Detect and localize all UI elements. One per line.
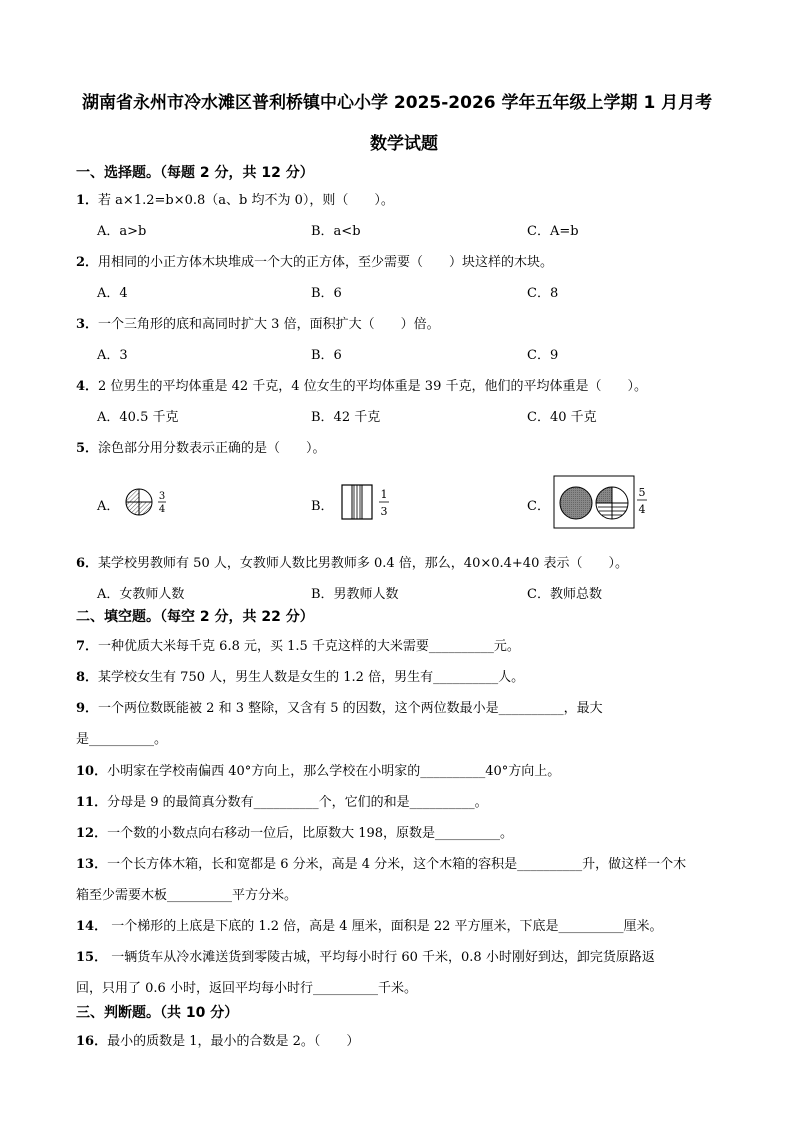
question-11 [76, 791, 488, 810]
fraction-numerator: 1 [380, 488, 388, 501]
q6-option-b: B．男教师人数 [311, 587, 399, 602]
question-text: 最小的质数是 1，最小的合数是 2。（ ） [107, 1034, 360, 1049]
q4-option-b: B．42 千克 [311, 410, 381, 425]
question-text: 一个梯形的上底是下底的 1.2 倍，高是 4 厘米，面积是 22 平方厘米，下底是__________厘米。 [107, 919, 663, 934]
q5-option-a: A． [97, 499, 120, 514]
question-1 [76, 189, 394, 208]
q6-option-c: C．教师总数 [527, 587, 602, 602]
q1-option-c: C．A=b [527, 224, 579, 239]
fraction-denominator: 4 [638, 503, 646, 516]
q4-option-c: C．40 千克 [527, 410, 597, 425]
question-9-continued: 是__________。 [76, 732, 168, 747]
question-text: 一个两位数既能被 2 和 3 整除，又含有 5 的因数，这个两位数最小是__________，最大 [98, 701, 603, 716]
question-text: 一种优质大米每千克 6.8 元，买 1.5 千克这样的大米需要__________元。 [98, 639, 520, 654]
q3-option-a: A．3 [97, 348, 128, 363]
question-text: 某学校女生有 750 人，男生人数是女生的 1.2 倍，男生有__________人。 [98, 670, 525, 685]
question-15 [76, 946, 655, 965]
question-number: 11． [76, 795, 108, 810]
question-text: 一个三角形的底和高同时扩大 3 倍，面积扩大（ ）倍。 [98, 317, 440, 332]
fraction-numerator: 5 [638, 486, 646, 499]
question-number: 5． [76, 441, 99, 456]
section-fill-heading: 二、填空题。（每空 2 分，共 22 分） [76, 609, 314, 625]
question-text: 分母是 9 的最简真分数有__________个，它们的和是__________。 [107, 795, 488, 810]
question-text: 若 a×1.2=b×0.8（a、b 均不为 0），则（ ）。 [98, 193, 394, 208]
q3-option-c: C．9 [527, 348, 559, 363]
question-number: 9． [76, 701, 99, 716]
q5-figure-c [551, 474, 653, 530]
q3-option-b: B．6 [311, 348, 342, 363]
question-number: 4． [76, 379, 99, 394]
q2-option-c: C．8 [527, 286, 559, 301]
question-2 [76, 251, 553, 270]
question-5 [76, 437, 326, 456]
q5-option-c: C． [527, 499, 550, 514]
question-number: 6． [76, 556, 99, 571]
question-number: 13． [76, 857, 108, 872]
question-number: 3． [76, 317, 99, 332]
question-text: 一辆货车从冷水滩送货到零陵古城，平均每小时行 60 千米，0.8 小时刚好到达，卸完货原路返 [107, 950, 655, 965]
fraction-denominator: 3 [380, 505, 388, 518]
q1-option-b: B．a<b [311, 224, 361, 239]
fraction-denominator: 4 [158, 504, 166, 515]
fraction-numerator: 3 [158, 491, 166, 502]
question-7 [76, 635, 520, 654]
q5-figure-a [124, 486, 174, 518]
question-text: 一个长方体木箱，长和宽都是 6 分米，高是 4 分米，这个木箱的容积是__________升，做这样一个木 [107, 857, 687, 872]
question-text: 涂色部分用分数表示正确的是（ ）。 [98, 441, 326, 456]
question-number: 8． [76, 670, 99, 685]
question-text: 2 位男生的平均体重是 42 千克，4 位女生的平均体重是 39 千克，他们的平均体重是（ ）。 [98, 379, 647, 394]
q5-figure-b [338, 482, 394, 522]
question-text: 小明家在学校南偏西 40°方向上，那么学校在小明家的__________40°方向上。 [107, 764, 561, 779]
question-number: 1． [76, 193, 99, 208]
question-number: 14． [76, 919, 108, 934]
q2-option-b: B．6 [311, 286, 342, 301]
question-12 [76, 822, 513, 841]
question-3 [76, 313, 440, 332]
q2-option-a: A．4 [97, 286, 128, 301]
section-judge-heading: 三、判断题。（共 10 分） [76, 1005, 239, 1021]
question-10 [76, 760, 560, 779]
q6-option-a: A．女教师人数 [97, 587, 185, 602]
question-text: 某学校男教师有 50 人，女教师人数比男教师多 0.4 倍，那么，40×0.4+40 表示（ ）。 [98, 556, 628, 571]
question-8 [76, 666, 524, 685]
question-text: 用相同的小正方体木块堆成一个大的正方体，至少需要（ ）块这样的木块。 [98, 255, 554, 270]
section-choice-heading: 一、选择题。（每题 2 分，共 12 分） [76, 165, 314, 181]
question-4 [76, 375, 647, 394]
question-number: 12． [76, 826, 108, 841]
question-text: 一个数的小数点向右移动一位后，比原数大 198，原数是__________。 [107, 826, 514, 841]
question-15-continued: 回，只用了 0.6 小时，返回平均每小时行__________千米。 [76, 981, 417, 996]
question-number: 2． [76, 255, 99, 270]
question-13-continued: 箱至少需要木板__________平方分米。 [76, 888, 298, 903]
question-9 [76, 697, 603, 716]
q4-option-a: A．40.5 千克 [97, 410, 179, 425]
question-number: 15． [76, 950, 108, 965]
q5-option-b: B． [311, 499, 334, 514]
q1-option-a: A．a>b [97, 224, 147, 239]
question-13 [76, 853, 686, 872]
question-16 [76, 1030, 359, 1049]
question-6 [76, 552, 628, 571]
question-number: 10． [76, 764, 108, 779]
question-number: 7． [76, 639, 99, 654]
question-14 [76, 915, 663, 934]
question-number: 16． [76, 1034, 108, 1049]
page-title: 湖南省永州市冷水滩区普利桥镇中心小学 2025-2026 学年五年级上学期 1 月月考 [82, 93, 713, 113]
page-subtitle: 数学试题 [370, 134, 438, 154]
